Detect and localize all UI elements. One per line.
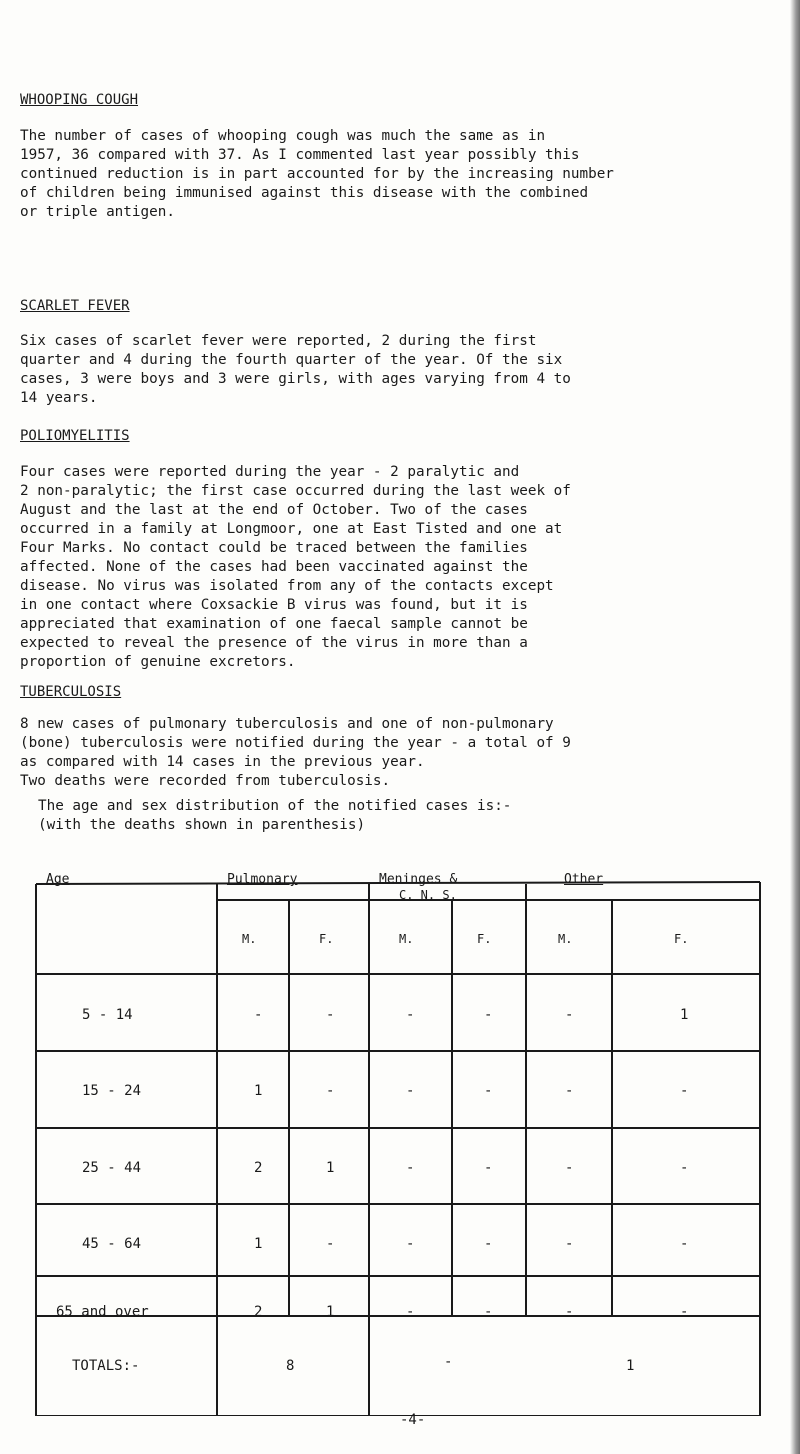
sub-pulmonary-m: M.: [242, 932, 257, 946]
poliomyelitis-paragraph: Four cases were reported during the year - 2 paralytic and 2 non-paralytic; the first case occurred during the last week of August and the last at the end of October. Two of the cases occurred in a family at Longmoor, one at East Tisted and one at Four Marks. No contact could be traced between the families affected. None of the cases had been vaccinated against the disease. No virus was isolated from any of the contacts except in one contact where Coxsackie B virus was found, but it is appreciated that examination of one faecal sample cannot be expected to reveal the presence of the virus in more than a proportion of genuine excretors.: [20, 464, 571, 670]
table-cell: -: [565, 1160, 574, 1176]
table-cell: -: [565, 1083, 574, 1099]
totals-pulmonary: 8: [286, 1358, 295, 1374]
table-row-age: 65 and over: [56, 1304, 149, 1320]
totals-meninges: -: [444, 1354, 453, 1370]
table-cell: -: [406, 1304, 415, 1320]
table-cell: -: [680, 1160, 689, 1176]
tuberculosis-paragraph: 8 new cases of pulmonary tuberculosis and one of non-pulmonary (bone) tuberculosis were notified during the year - a total of 9 as compared with 14 cases in the previous year. Two deaths were recorded from tuberculosis.: [20, 716, 571, 789]
table-row-age: 5 - 14: [82, 1007, 133, 1023]
table-cell: -: [680, 1083, 689, 1099]
table-cell: -: [406, 1160, 415, 1176]
table-cell: 1: [326, 1304, 335, 1320]
tuberculosis-distribution-intro: The age and sex distribution of the notified cases is:- (with the deaths shown in parenthesis): [38, 798, 512, 833]
heading-scarlet-fever: SCARLET FEVER: [20, 298, 130, 314]
table-cell: -: [254, 1007, 263, 1023]
table-cell: -: [680, 1236, 689, 1252]
table-row-age: 15 - 24: [82, 1083, 142, 1099]
whooping-cough-paragraph: The number of cases of whooping cough was much the same as in 1957, 36 compared with 37. As I commented last year possibly this continued reduction is in part accounted for by the increasing number of children being immunised against this disease with the combined or triple antigen.: [20, 128, 614, 220]
sub-other-f: F.: [674, 932, 689, 946]
header-pulmonary: Pulmonary: [227, 872, 298, 887]
page-edge-shadow: [790, 0, 800, 1454]
heading-tuberculosis: TUBERCULOSIS: [20, 684, 122, 700]
table-cell: -: [326, 1236, 335, 1252]
header-meninges-line1: Meninges &: [379, 872, 458, 887]
table-cell: 1: [254, 1083, 263, 1099]
table-cell: -: [565, 1304, 574, 1320]
sub-meninges-m: M.: [399, 932, 414, 946]
table-row-age: 45 - 64: [82, 1236, 142, 1252]
table-cell: -: [565, 1007, 574, 1023]
table-cell: 1: [326, 1160, 335, 1176]
table-row-age: 25 - 44: [82, 1160, 142, 1176]
heading-poliomyelitis: POLIOMYELITIS: [20, 428, 130, 444]
header-meninges-line2: C. N. S.: [399, 888, 457, 902]
table-cell: -: [406, 1083, 415, 1099]
table-cell: 2: [254, 1304, 263, 1320]
tuberculosis-table: [34, 872, 762, 1416]
table-cell: -: [326, 1007, 335, 1023]
heading-whooping-cough: WHOOPING COUGH: [20, 92, 139, 108]
table-cell: 2: [254, 1160, 263, 1176]
table-cell: -: [484, 1236, 493, 1252]
totals-other: 1: [626, 1358, 635, 1374]
totals-label: TOTALS:-: [72, 1358, 140, 1374]
table-cell: 1: [254, 1236, 263, 1252]
table-cell: -: [680, 1304, 689, 1320]
tuberculosis-table-grid: [34, 876, 762, 1416]
header-other: Other: [564, 872, 604, 887]
table-cell: -: [406, 1007, 415, 1023]
sub-meninges-f: F.: [477, 932, 492, 946]
sub-other-m: M.: [558, 932, 573, 946]
header-age: Age: [46, 872, 70, 887]
scarlet-fever-paragraph: Six cases of scarlet fever were reported, 2 during the first quarter and 4 during the fourth quarter of the year. Of the six cases, 3 were boys and 3 were girls, with ages varying from 4 to 14 years.: [20, 333, 571, 406]
table-cell: -: [484, 1304, 493, 1320]
sub-pulmonary-f: F.: [319, 932, 334, 946]
table-cell: -: [326, 1083, 335, 1099]
table-cell: -: [484, 1007, 493, 1023]
table-cell: 1: [680, 1007, 689, 1023]
table-cell: -: [484, 1083, 493, 1099]
table-cell: -: [484, 1160, 493, 1176]
table-cell: -: [406, 1236, 415, 1252]
page-number: -4-: [400, 1412, 426, 1428]
table-cell: -: [565, 1236, 574, 1252]
